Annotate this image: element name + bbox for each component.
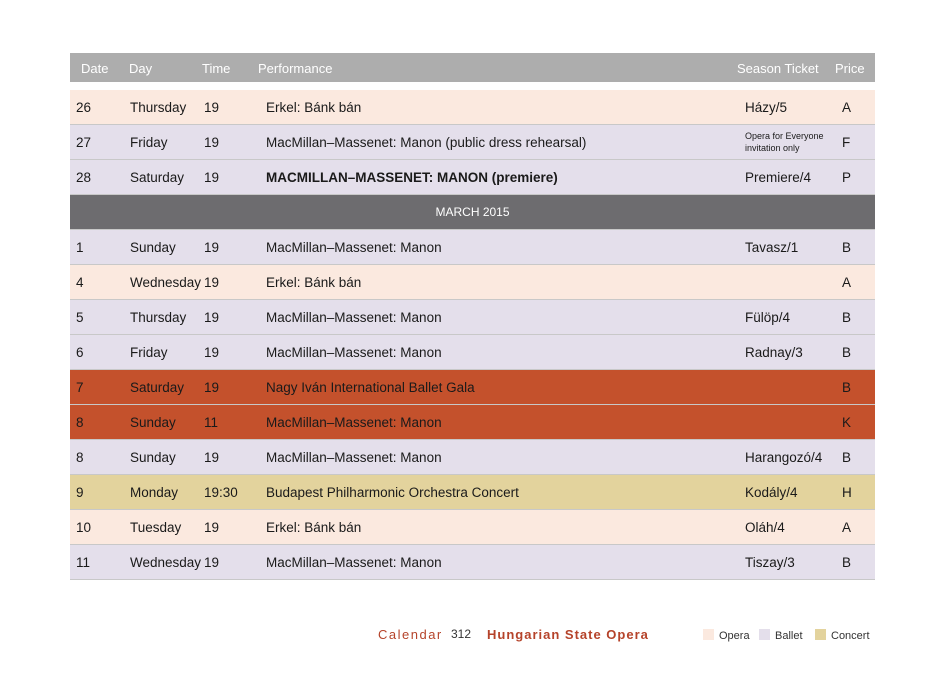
row-day: Thursday — [130, 310, 187, 325]
row-performance: MacMillan–Massenet: Manon — [266, 555, 442, 570]
row-performance: MacMillan–Massenet: Manon — [266, 345, 442, 360]
row-day: Sunday — [130, 450, 176, 465]
legend-ballet: Ballet — [759, 629, 803, 642]
row-price: K — [842, 415, 852, 430]
row-price: B — [842, 240, 852, 255]
row-day: Monday — [130, 485, 179, 500]
row-performance: Nagy Iván International Ballet Gala — [266, 380, 475, 395]
row-time: 19 — [204, 310, 220, 325]
row-price: A — [842, 100, 852, 115]
row-date: 27 — [76, 135, 92, 150]
table-row — [70, 510, 875, 545]
row-time: 19 — [204, 100, 220, 115]
row-price: H — [842, 485, 852, 500]
row-performance: Erkel: Bánk bán — [266, 275, 362, 290]
row-season-ticket: Oláh/4 — [745, 520, 785, 535]
row-date: 5 — [76, 310, 84, 325]
row-day: Sunday — [130, 240, 176, 255]
row-date: 8 — [76, 450, 84, 465]
row-time: 19 — [204, 520, 220, 535]
table-row — [70, 405, 875, 440]
table-row — [70, 265, 875, 300]
row-price: B — [842, 450, 852, 465]
row-season-ticket: Fülöp/4 — [745, 310, 791, 325]
header-season-ticket: Season Ticket — [737, 61, 819, 76]
row-price: F — [842, 135, 851, 150]
row-time: 19 — [204, 135, 220, 150]
row-season-ticket: Házy/5 — [745, 100, 788, 115]
row-season-ticket: Tiszay/3 — [745, 555, 795, 570]
table-row — [70, 335, 875, 370]
header-time: Time — [202, 61, 231, 76]
row-day: Tuesday — [130, 520, 182, 535]
row-price: B — [842, 555, 852, 570]
row-day: Saturday — [130, 170, 185, 185]
row-season-ticket: Kodály/4 — [745, 485, 798, 500]
legend-opera-swatch — [703, 629, 714, 640]
row-season-ticket: Radnay/3 — [745, 345, 803, 360]
row-time: 19 — [204, 275, 220, 290]
row-time: 19 — [204, 450, 220, 465]
row-price: A — [842, 520, 852, 535]
table-row — [70, 545, 875, 580]
row-season-ticket: Premiere/4 — [745, 170, 812, 185]
row-day: Thursday — [130, 100, 187, 115]
row-date: 1 — [76, 240, 84, 255]
row-date: 11 — [76, 555, 91, 570]
footer-title: Hungarian State Opera — [487, 627, 649, 642]
row-time: 19 — [204, 345, 220, 360]
row-day: Friday — [130, 135, 168, 150]
footer-calendar: Calendar — [378, 627, 443, 642]
row-date: 8 — [76, 415, 84, 430]
row-time: 19 — [204, 170, 220, 185]
row-performance: MacMillan–Massenet: Manon — [266, 450, 442, 465]
row-price: B — [842, 380, 852, 395]
row-day: Wednesday — [130, 555, 202, 570]
table-row — [70, 230, 875, 265]
row-date: 7 — [76, 380, 84, 395]
table-row — [70, 370, 875, 405]
row-performance: MACMILLAN–MASSENET: MANON (premiere) — [266, 170, 558, 185]
row-price: A — [842, 275, 852, 290]
row-date: 9 — [76, 485, 84, 500]
row-price: B — [842, 345, 852, 360]
row-performance: Erkel: Bánk bán — [266, 100, 362, 115]
row-date: 4 — [76, 275, 84, 290]
table-row — [70, 300, 875, 335]
row-performance: Budapest Philharmonic Orchestra Concert — [266, 485, 519, 500]
row-performance: MacMillan–Massenet: Manon — [266, 310, 442, 325]
table-row — [70, 475, 875, 510]
row-date: 28 — [76, 170, 92, 185]
row-performance: Erkel: Bánk bán — [266, 520, 362, 535]
row-day: Friday — [130, 345, 168, 360]
row-performance: MacMillan–Massenet: Manon — [266, 240, 442, 255]
legend-concert: Concert — [815, 629, 870, 642]
row-day: Sunday — [130, 415, 176, 430]
table-header — [70, 53, 875, 82]
row-date: 6 — [76, 345, 84, 360]
header-day: Day — [129, 61, 153, 76]
header-performance: Performance — [258, 61, 333, 76]
row-season-ticket: Opera for Everyone invitation only — [745, 131, 824, 153]
legend-concert-swatch — [815, 629, 826, 640]
row-time: 19 — [204, 555, 220, 570]
table-row — [70, 440, 875, 475]
row-date: 26 — [76, 100, 92, 115]
row-time: 19 — [204, 240, 220, 255]
row-time: 19 — [204, 380, 220, 395]
row-time: 11 — [204, 415, 219, 430]
legend-opera: Opera — [703, 629, 750, 642]
table-row — [70, 160, 875, 195]
row-season-ticket: Tavasz/1 — [745, 240, 799, 255]
row-price: P — [842, 170, 852, 185]
row-day: Wednesday — [130, 275, 202, 290]
header-date: Date — [81, 61, 109, 76]
footer-page-number: 312 — [451, 627, 472, 641]
table-row — [70, 90, 875, 125]
header-price: Price — [835, 61, 865, 76]
row-date: 10 — [76, 520, 92, 535]
row-price: B — [842, 310, 852, 325]
row-day: Saturday — [130, 380, 185, 395]
row-time: 19:30 — [204, 485, 238, 500]
calendar-table — [70, 53, 875, 580]
section-march-2015: MARCH 2015 — [70, 195, 875, 230]
row-season-ticket: Harangozó/4 — [745, 450, 823, 465]
row-performance: MacMillan–Massenet: Manon — [266, 415, 442, 430]
row-performance: MacMillan–Massenet: Manon (public dress rehearsal) — [266, 135, 587, 150]
legend-ballet-swatch — [759, 629, 770, 640]
page-footer — [0, 627, 945, 647]
table-row — [70, 125, 875, 160]
